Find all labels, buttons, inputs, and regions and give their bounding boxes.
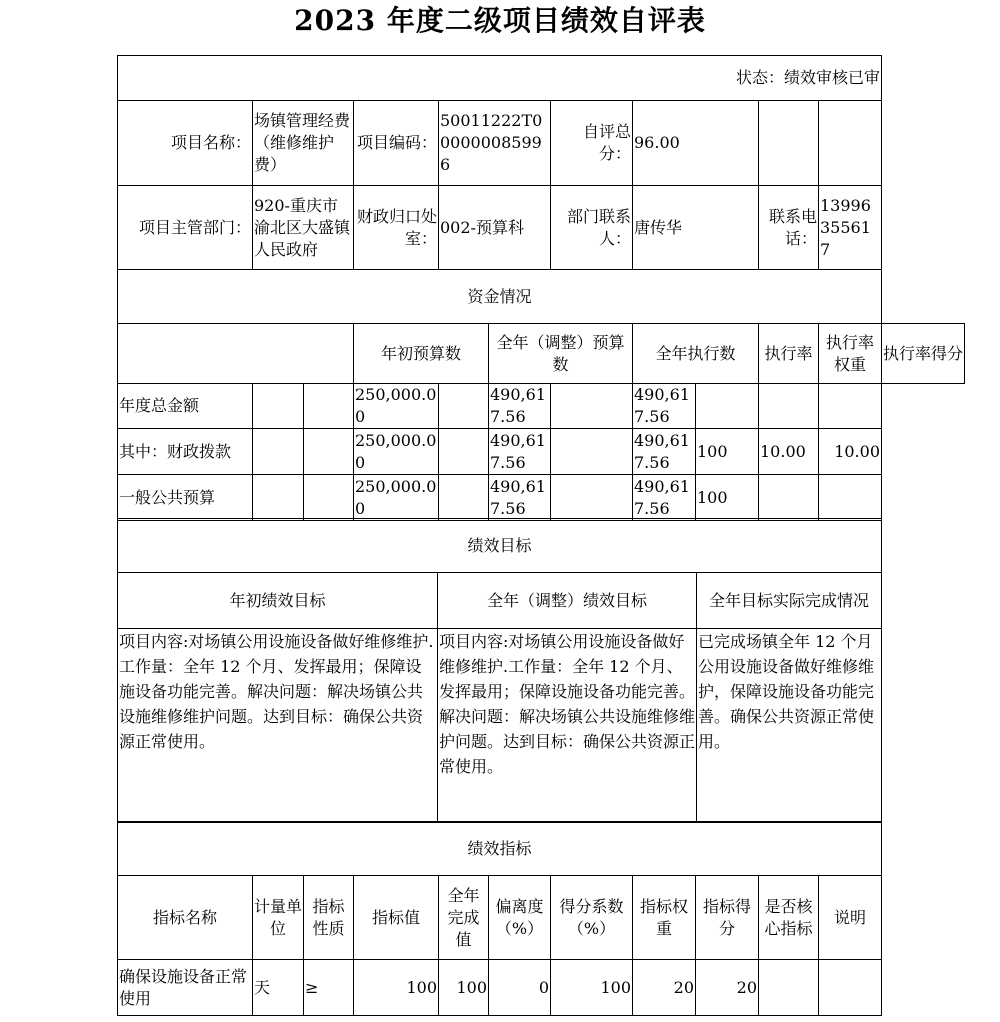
dept-row — [118, 186, 965, 270]
status-row — [118, 56, 965, 101]
funds-col-executed: 全年执行数 — [633, 324, 759, 384]
funds-weight — [759, 384, 819, 429]
ind-name: 确保设施设备正常使用 — [118, 960, 253, 1016]
funds-col-score: 执行率得分 — [882, 324, 965, 384]
contact-value: 唐传华 — [633, 186, 759, 270]
phone-label: 联系电话： — [759, 186, 819, 270]
indicators-section-row — [118, 822, 882, 876]
ind-col-coef: 得分系数（%） — [551, 876, 633, 960]
funds-row-label: 其中：财政拨款 — [118, 429, 253, 475]
ind-col-note: 说明 — [819, 876, 882, 960]
ind-weight: 20 — [633, 960, 696, 1016]
funds-adjusted: 490,617.56 — [489, 384, 551, 429]
funds-row — [118, 384, 882, 429]
funds-section-title: 资金情况 — [118, 270, 882, 324]
status-text: 状态：绩效审核已审 — [118, 56, 882, 101]
ind-col-done: 全年完成值 — [439, 876, 489, 960]
funds-header-row — [118, 324, 965, 384]
funds-col-initial: 年初预算数 — [354, 324, 489, 384]
goals-table — [117, 518, 882, 823]
evaluation-table — [117, 55, 965, 384]
funds-col-weight: 执行率权重 — [819, 324, 882, 384]
indicators-header-row — [118, 876, 882, 960]
funds-adjusted: 490,617.56 — [489, 475, 551, 521]
empty-cell — [118, 324, 354, 384]
funds-weight: 10.00 — [759, 429, 819, 475]
ind-col-nature: 指标性质 — [304, 876, 354, 960]
funds-rate: 100 — [696, 475, 759, 521]
funds-adjusted: 490,617.56 — [489, 429, 551, 475]
ind-unit: 天 — [253, 960, 304, 1016]
finance-value: 002-预算科 — [439, 186, 551, 270]
goals-col-adjusted: 全年（调整）绩效目标 — [438, 573, 697, 629]
project-code-label: 项目编码： — [354, 101, 439, 186]
ind-col-unit: 计量单位 — [253, 876, 304, 960]
funds-row — [118, 475, 882, 521]
page-title: 2023 年度二级项目绩效自评表 — [294, 4, 706, 37]
ind-coef: 100 — [551, 960, 633, 1016]
funds-score — [819, 475, 882, 521]
ind-deviation: 0 — [489, 960, 551, 1016]
contact-label: 部门联系人： — [551, 186, 633, 270]
funds-col-adjusted: 全年（调整）预算数 — [489, 324, 633, 384]
funds-executed: 490,617.56 — [633, 475, 696, 521]
goals-initial-text: 项目内容:对场镇公用设施设备做好维修维护.工作量：全年 12 个月、发挥最用；保障设施设备功能完善。解决问题：解决场镇公共设施维修维护问题。达到目标：确保公共资源正常使用。 — [118, 629, 438, 823]
goals-section-title: 绩效目标 — [118, 519, 882, 573]
funds-row-label: 年度总金额 — [118, 384, 253, 429]
indicators-table — [117, 821, 882, 1016]
indicator-row — [118, 960, 882, 1016]
indicators-section-title: 绩效指标 — [118, 822, 882, 876]
ind-score: 20 — [696, 960, 759, 1016]
funds-row-label: 一般公共预算 — [118, 475, 253, 521]
project-name-row — [118, 101, 965, 186]
goals-actual-text: 已完成场镇全年 12 个月公用设施设备做好维修维护，保障设施设备功能完善。确保公共资源正常使用。 — [697, 629, 882, 823]
score-label: 自评总分： — [551, 101, 633, 186]
funds-rate — [696, 384, 759, 429]
ind-col-name: 指标名称 — [118, 876, 253, 960]
funds-row — [118, 429, 882, 475]
empty-cell — [819, 101, 882, 186]
project-name-value: 场镇管理经费（维修维护费） — [253, 101, 354, 186]
goals-header-row — [118, 573, 882, 629]
ind-note — [819, 960, 882, 1016]
empty-cell — [759, 101, 819, 186]
funds-score: 10.00 — [819, 429, 882, 475]
funds-executed: 490,617.56 — [633, 384, 696, 429]
project-name-label: 项目名称： — [118, 101, 253, 186]
funds-section-row — [118, 270, 965, 324]
phone-value: 13996355617 — [819, 186, 882, 270]
goals-section-row — [118, 519, 882, 573]
ind-col-value: 指标值 — [354, 876, 439, 960]
ind-done: 100 — [439, 960, 489, 1016]
ind-core — [759, 960, 819, 1016]
funds-col-rate: 执行率 — [759, 324, 819, 384]
funds-weight — [759, 475, 819, 521]
dept-value: 920-重庆市渝北区大盛镇人民政府 — [253, 186, 354, 270]
ind-col-score: 指标得分 — [696, 876, 759, 960]
goals-adjusted-text: 项目内容:对场镇公用设施设备做好维修维护.工作量：全年 12 个月、发挥最用；保障设施设备功能完善。解决问题：解决场镇公共设施维修维护问题。达到目标：确保公共资源正常使用。 — [438, 629, 697, 823]
funds-rate: 100 — [696, 429, 759, 475]
funds-initial: 250,000.00 — [354, 384, 439, 429]
ind-value: 100 — [354, 960, 439, 1016]
ind-col-core: 是否核心指标 — [759, 876, 819, 960]
finance-label: 财政归口处室： — [354, 186, 439, 270]
project-code-value: 50011222T000000085996 — [439, 101, 551, 186]
dept-label: 项目主管部门： — [118, 186, 253, 270]
funds-table — [117, 383, 882, 521]
ind-nature: ≥ — [304, 960, 354, 1016]
funds-initial: 250,000.00 — [354, 475, 439, 521]
goals-content-row — [118, 629, 882, 823]
ind-col-deviation: 偏离度（%） — [489, 876, 551, 960]
score-value: 96.00 — [633, 101, 759, 186]
funds-score — [819, 384, 882, 429]
goals-col-initial: 年初绩效目标 — [118, 573, 438, 629]
ind-col-weight: 指标权重 — [633, 876, 696, 960]
funds-initial: 250,000.00 — [354, 429, 439, 475]
funds-executed: 490,617.56 — [633, 429, 696, 475]
goals-col-actual: 全年目标实际完成情况 — [697, 573, 882, 629]
